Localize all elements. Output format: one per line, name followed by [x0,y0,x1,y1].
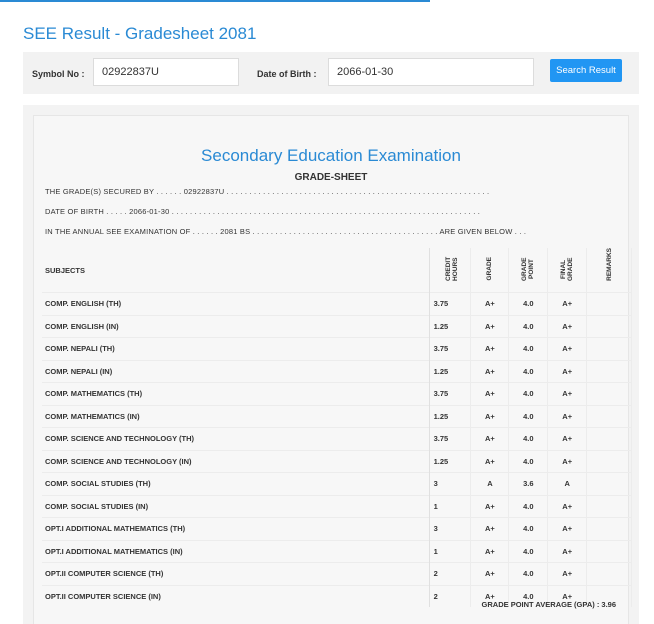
table-row [42,338,632,361]
subject-cell: COMP. SOCIAL STUDIES (TH) [42,473,429,496]
table-row [42,405,632,428]
subject-cell: OPT.II COMPUTER SCIENCE (TH) [42,563,429,586]
grade-cell: A+ [471,428,509,451]
credit-cell: 1.25 [429,315,471,338]
remarks-cell [587,540,632,563]
grade-point-cell: 4.0 [509,338,548,361]
table-row [42,428,632,451]
remarks-cell [587,428,632,451]
gradesheet-panel [23,105,639,624]
grade-cell: A+ [471,315,509,338]
grade-point-cell: 4.0 [509,540,548,563]
search-result-button[interactable]: Search Result [550,59,622,82]
subject-cell: COMP. MATHEMATICS (TH) [42,383,429,406]
grade-cell: A+ [471,563,509,586]
grade-point-cell: 4.0 [509,405,548,428]
gradesheet-title: GRADE-SHEET [294,172,368,183]
subject-cell: COMP. ENGLISH (TH) [42,293,429,316]
credit-cell: 3.75 [429,293,471,316]
remarks-cell [587,405,632,428]
dob-label: Date of Birth : [257,69,317,79]
final-grade-cell: A+ [548,405,587,428]
final-grade-cell: A+ [548,450,587,473]
table-row [42,518,632,541]
gpa-summary: GRADE POINT AVERAGE (GPA) : 3.96 [481,600,616,609]
table-row [42,293,632,316]
grade-point-cell: 4.0 [509,383,548,406]
grade-point-cell: 4.0 [509,563,548,586]
header-final-grade: FINAL GRADE [560,257,575,281]
credit-cell: 2 [429,563,471,586]
grade-cell: A+ [471,383,509,406]
credit-cell: 3.75 [429,338,471,361]
final-grade-cell: A+ [548,540,587,563]
subject-cell: COMP. ENGLISH (IN) [42,315,429,338]
credit-cell: 1.25 [429,405,471,428]
table-row [42,383,632,406]
grade-point-cell: 4.0 [509,293,548,316]
remarks-cell [587,473,632,496]
table-row [42,540,632,563]
subject-cell: COMP. SCIENCE AND TECHNOLOGY (IN) [42,450,429,473]
dob-line: DATE OF BIRTH . . . . . 2066-01-30 . . . . . . . . . . . . . . . . . . . . . . . . . . . . . . . . . . . . . . . . . . . . . . . . . . . . . . . . . . . . . . . . . . . . [45,207,481,216]
remarks-cell [587,383,632,406]
credit-cell: 3.75 [429,383,471,406]
credit-cell: 3.75 [429,428,471,451]
remarks-cell [587,338,632,361]
subject-cell: COMP. NEPALI (TH) [42,338,429,361]
table-row [42,450,632,473]
symbol-input[interactable]: 02922837U [93,58,239,86]
grade-cell: A+ [471,450,509,473]
table-row [42,315,632,338]
final-grade-cell: A+ [548,585,587,607]
grade-point-cell: 4.0 [509,428,548,451]
remarks-cell [587,495,632,518]
remarks-cell [587,518,632,541]
grade-point-cell: 4.0 [509,518,548,541]
grade-cell: A [471,473,509,496]
grade-point-cell: 3.6 [509,473,548,496]
subject-cell: COMP. SOCIAL STUDIES (IN) [42,495,429,518]
final-grade-cell: A [548,473,587,496]
top-accent-line [0,0,654,3]
remarks-cell [587,360,632,383]
grade-point-cell: 4.0 [509,495,548,518]
header-grade-point: GRADE POINT [521,257,536,281]
remarks-cell [587,563,632,586]
table-row [42,360,632,383]
grade-cell: A+ [471,518,509,541]
grade-cell: A+ [471,360,509,383]
subject-cell: OPT.I ADDITIONAL MATHEMATICS (IN) [42,540,429,563]
grade-point-cell: 4.0 [509,315,548,338]
final-grade-cell: A+ [548,338,587,361]
remarks-cell [587,315,632,338]
exam-line: IN THE ANNUAL SEE EXAMINATION OF . . . . . . 2081 BS . . . . . . . . . . . . . . . . . . . . . . . . . . . . . . . . . . . . . . . . . ARE GIVEN BELOW . . . [45,227,527,236]
remarks-cell [587,293,632,316]
credit-cell: 2 [429,585,471,607]
grade-cell: A+ [471,405,509,428]
credit-cell: 1 [429,495,471,518]
grade-point-cell: 4.0 [509,450,548,473]
dob-input[interactable]: 2066-01-30 [328,58,534,86]
final-grade-cell: A+ [548,563,587,586]
header-grade: GRADE [486,257,494,281]
subject-cell: OPT.II COMPUTER SCIENCE (IN) [42,585,429,607]
subject-cell: COMP. MATHEMATICS (IN) [42,405,429,428]
final-grade-cell: A+ [548,360,587,383]
grade-point-cell: 4.0 [509,360,548,383]
grade-cell: A+ [471,338,509,361]
grade-cell: A+ [471,540,509,563]
header-credit-hours: CREDIT HOURS [445,256,460,282]
grades-table [42,248,632,607]
subject-cell: COMP. SCIENCE AND TECHNOLOGY (TH) [42,428,429,451]
credit-cell: 1.25 [429,360,471,383]
final-grade-cell: A+ [548,495,587,518]
credit-cell: 3 [429,518,471,541]
final-grade-cell: A+ [548,315,587,338]
grade-cell: A+ [471,495,509,518]
grade-cell: A+ [471,585,509,607]
search-form [23,52,639,94]
exam-title: Secondary Education Examination [201,146,461,165]
subject-cell: OPT.I ADDITIONAL MATHEMATICS (TH) [42,518,429,541]
secured-by-line: THE GRADE(S) SECURED BY . . . . . . 02922837U . . . . . . . . . . . . . . . . . . . . . . . . . . . . . . . . . . . . . . . . . . . . . . . . . . . . . . . . . . [45,187,490,196]
header-remarks: REMARKS [605,248,613,281]
credit-cell: 1 [429,540,471,563]
final-grade-cell: A+ [548,428,587,451]
credit-cell: 1.25 [429,450,471,473]
grade-point-cell: 4.0 [509,585,548,607]
page-title: SEE Result - Gradesheet 2081 [23,24,257,43]
remarks-cell [587,450,632,473]
final-grade-cell: A+ [548,518,587,541]
header-subjects: SUBJECTS [42,248,429,293]
table-row [42,473,632,496]
grade-cell: A+ [471,293,509,316]
final-grade-cell: A+ [548,293,587,316]
table-row [42,563,632,586]
final-grade-cell: A+ [548,383,587,406]
gradesheet-card [33,115,629,624]
table-row [42,495,632,518]
subject-cell: COMP. NEPALI (IN) [42,360,429,383]
table-header-row [42,248,632,293]
credit-cell: 3 [429,473,471,496]
symbol-label: Symbol No : [32,69,85,79]
